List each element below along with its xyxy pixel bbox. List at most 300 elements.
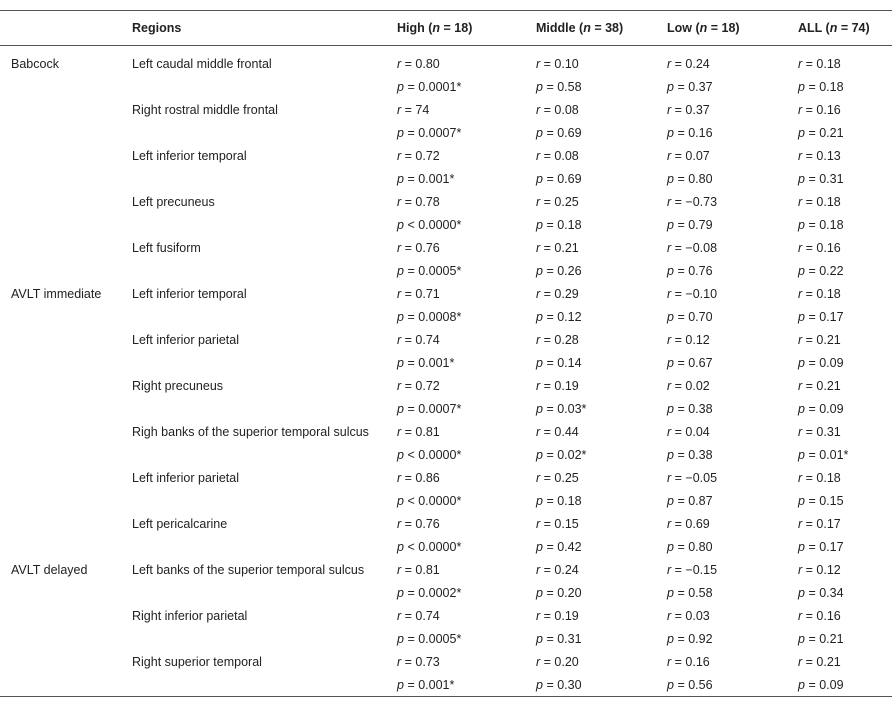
region-cell: Right precuneus: [132, 378, 224, 393]
r-value: 0.18: [816, 194, 841, 209]
table-row-p: [0, 489, 892, 512]
r-value: 0.20: [554, 654, 579, 669]
region-cell: [122, 305, 386, 328]
r-value: 0.86: [415, 470, 440, 485]
header-middle: Middle (n = 38): [525, 11, 656, 46]
r-symbol: r: [397, 56, 402, 71]
stat-cell-low: [656, 213, 787, 236]
table-row-r: [0, 558, 892, 581]
p-value: = 0.01*: [808, 447, 849, 462]
p-symbol: p: [798, 447, 805, 462]
stat-cell-middle: [525, 213, 656, 236]
test-cell: [0, 351, 122, 374]
r-value: 0.69: [685, 516, 710, 531]
r-value: 0.78: [415, 194, 440, 209]
p-value: = 0.34: [808, 585, 844, 600]
p-symbol: p: [667, 401, 674, 416]
table-row-r: [0, 328, 892, 351]
p-symbol: p: [536, 309, 543, 324]
p-value: = 0.31: [546, 631, 582, 646]
p-value: < 0.0000*: [407, 447, 462, 462]
stat-cell-low: r = 0.16: [667, 654, 710, 669]
p-value: = 0.02*: [546, 447, 587, 462]
stat-cell-middle: r = 0.21: [536, 240, 579, 255]
stat-cell-high: r = 0.72: [397, 148, 440, 163]
stat-cell-high: r = 0.74: [397, 608, 440, 623]
p-symbol: p: [798, 355, 805, 370]
p-symbol: p: [667, 79, 674, 94]
stat-cell-low: [656, 259, 787, 282]
region-cell: Left banks of the superior temporal sulcus: [132, 562, 365, 577]
region-cell: Left inferior temporal: [132, 148, 247, 163]
stat-cell-middle: [525, 259, 656, 282]
test-cell: [0, 121, 122, 144]
stat-cell-low: r = 0.24: [667, 56, 710, 71]
region-cell: Right inferior parietal: [132, 608, 248, 623]
p-value: = 0.09: [808, 355, 844, 370]
r-symbol: r: [536, 608, 541, 623]
r-value: −0.08: [685, 240, 718, 255]
r-symbol: r: [667, 148, 672, 163]
stat-cell-middle: r = 0.20: [536, 654, 579, 669]
r-symbol: r: [397, 378, 402, 393]
table-row-r: [0, 466, 892, 489]
r-symbol: r: [667, 332, 672, 347]
r-symbol: r: [536, 102, 541, 117]
region-cell: Left inferior parietal: [132, 470, 240, 485]
p-symbol: p: [397, 585, 404, 600]
stat-cell-all: [787, 581, 892, 604]
p-value: = 0.56: [677, 677, 713, 692]
r-symbol: r: [397, 424, 402, 439]
r-symbol: r: [397, 608, 402, 623]
table-row-p: [0, 167, 892, 190]
test-cell: [0, 236, 122, 259]
p-value: = 0.30: [546, 677, 582, 692]
table-row-r: [0, 420, 892, 443]
p-symbol: p: [536, 125, 543, 140]
stat-cell-high: [386, 305, 525, 328]
p-value: = 0.09: [808, 677, 844, 692]
r-value: 0.71: [415, 286, 440, 301]
table-row-p: [0, 213, 892, 236]
stat-cell-high: [386, 627, 525, 650]
test-cell: [0, 489, 122, 512]
stat-cell-low: [656, 397, 787, 420]
header-regions: Regions: [122, 11, 386, 46]
region-cell: Right rostral middle frontal: [132, 102, 278, 117]
r-symbol: r: [798, 424, 803, 439]
test-cell: [0, 144, 122, 167]
stat-cell-middle: [525, 535, 656, 558]
r-value: 0.80: [415, 56, 440, 71]
r-value: 0.12: [685, 332, 710, 347]
stat-cell-low: r = −0.08: [667, 240, 718, 255]
stat-cell-low: [656, 75, 787, 98]
region-cell: [122, 259, 386, 282]
p-value: = 0.20: [546, 585, 582, 600]
stat-cell-low: [656, 443, 787, 466]
p-value: = 0.001*: [407, 171, 455, 186]
table-row-r: [0, 374, 892, 397]
r-value: 0.16: [816, 102, 841, 117]
stat-cell-high: r = 0.73: [397, 654, 440, 669]
stat-cell-middle: r = 0.08: [536, 148, 579, 163]
stat-cell-middle: [525, 489, 656, 512]
p-symbol: p: [536, 401, 543, 416]
test-cell: [0, 305, 122, 328]
region-cell: [122, 397, 386, 420]
stat-cell-all: r = 0.16: [798, 240, 841, 255]
p-symbol: p: [536, 493, 543, 508]
region-cell: [122, 75, 386, 98]
p-value: = 0.37: [677, 79, 713, 94]
p-symbol: p: [397, 171, 404, 186]
p-symbol: p: [798, 217, 805, 232]
p-symbol: p: [798, 79, 805, 94]
region-cell: Left pericalcarine: [132, 516, 228, 531]
p-value: = 0.14: [546, 355, 582, 370]
p-value: = 0.69: [546, 171, 582, 186]
r-symbol: r: [667, 562, 672, 577]
test-cell: [0, 75, 122, 98]
r-value: 0.18: [816, 56, 841, 71]
r-value: 0.74: [415, 332, 440, 347]
r-symbol: r: [667, 56, 672, 71]
p-value: = 0.21: [808, 631, 844, 646]
stat-cell-low: [656, 121, 787, 144]
test-cell: [0, 673, 122, 697]
r-symbol: r: [798, 516, 803, 531]
header-high: High (n = 18): [386, 11, 525, 46]
r-symbol: r: [397, 654, 402, 669]
p-symbol: p: [397, 631, 404, 646]
p-value: = 0.001*: [407, 677, 455, 692]
stat-cell-all: [787, 535, 892, 558]
r-symbol: r: [667, 470, 672, 485]
p-symbol: p: [798, 263, 805, 278]
r-symbol: r: [536, 562, 541, 577]
r-value: 0.08: [554, 148, 579, 163]
stat-cell-low: r = −0.73: [667, 194, 718, 209]
p-symbol: p: [798, 125, 805, 140]
p-value: = 0.03*: [546, 401, 587, 416]
p-symbol: p: [667, 585, 674, 600]
r-symbol: r: [667, 286, 672, 301]
stat-cell-high: [386, 535, 525, 558]
stat-cell-all: r = 0.12: [798, 562, 841, 577]
p-value: = 0.31: [808, 171, 844, 186]
stat-cell-high: [386, 673, 525, 697]
stat-cell-all: r = 0.13: [798, 148, 841, 163]
region-cell: Left fusiform: [132, 240, 201, 255]
r-value: 0.13: [816, 148, 841, 163]
p-symbol: p: [667, 631, 674, 646]
r-symbol: r: [536, 378, 541, 393]
table-row-p: [0, 75, 892, 98]
stat-cell-low: r = −0.15: [667, 562, 718, 577]
test-cell: [0, 512, 122, 535]
stat-cell-high: r = 0.76: [397, 240, 440, 255]
r-symbol: r: [667, 424, 672, 439]
p-symbol: p: [667, 539, 674, 554]
p-value: = 0.21: [808, 125, 844, 140]
p-symbol: p: [536, 677, 543, 692]
region-cell: [122, 673, 386, 697]
stat-cell-low: [656, 167, 787, 190]
r-value: 0.28: [554, 332, 579, 347]
stat-cell-middle: [525, 397, 656, 420]
r-symbol: r: [798, 608, 803, 623]
p-symbol: p: [397, 539, 404, 554]
table-row-p: [0, 305, 892, 328]
p-symbol: p: [667, 217, 674, 232]
p-value: = 0.0007*: [407, 125, 462, 140]
r-value: 0.18: [816, 470, 841, 485]
p-symbol: p: [667, 171, 674, 186]
stat-cell-high: [386, 581, 525, 604]
p-symbol: p: [798, 585, 805, 600]
p-value: = 0.0005*: [407, 263, 462, 278]
p-value: = 0.0005*: [407, 631, 462, 646]
stat-cell-low: [656, 351, 787, 374]
r-symbol: r: [667, 194, 672, 209]
test-cell: [0, 374, 122, 397]
region-cell: [122, 627, 386, 650]
r-symbol: r: [667, 102, 672, 117]
p-value: = 0.17: [808, 539, 844, 554]
p-value: = 0.70: [677, 309, 713, 324]
r-symbol: r: [798, 470, 803, 485]
stat-cell-all: [787, 75, 892, 98]
table-row-p: [0, 397, 892, 420]
test-cell: [0, 604, 122, 627]
r-symbol: r: [798, 194, 803, 209]
r-value: 0.25: [554, 194, 579, 209]
region-cell: Righ banks of the superior temporal sulcus: [132, 424, 369, 439]
p-value: = 0.80: [677, 171, 713, 186]
test-cell: [0, 397, 122, 420]
p-value: = 0.92: [677, 631, 713, 646]
test-cell: [0, 259, 122, 282]
stat-cell-high: r = 0.81: [397, 562, 440, 577]
region-cell: [122, 535, 386, 558]
stat-cell-high: r = 0.74: [397, 332, 440, 347]
stat-cell-all: r = 0.18: [798, 286, 841, 301]
table-row-p: [0, 535, 892, 558]
region-cell: Left inferior parietal: [132, 332, 240, 347]
table-row-p: [0, 259, 892, 282]
r-symbol: r: [798, 378, 803, 393]
correlation-table: [0, 10, 892, 697]
stat-cell-middle: [525, 581, 656, 604]
r-value: 0.76: [415, 240, 440, 255]
r-symbol: r: [667, 240, 672, 255]
stat-cell-high: [386, 167, 525, 190]
r-value: 0.31: [816, 424, 841, 439]
stat-cell-middle: [525, 673, 656, 697]
stat-cell-middle: r = 0.25: [536, 194, 579, 209]
r-value: 0.29: [554, 286, 579, 301]
stat-cell-middle: r = 0.24: [536, 562, 579, 577]
p-value: = 0.76: [677, 263, 713, 278]
r-value: 0.74: [415, 608, 440, 623]
stat-cell-high: [386, 397, 525, 420]
r-value: 0.21: [816, 332, 841, 347]
stat-cell-low: r = 0.03: [667, 608, 710, 623]
r-value: 0.21: [554, 240, 579, 255]
p-value: = 0.16: [677, 125, 713, 140]
stat-cell-high: [386, 351, 525, 374]
p-value: = 0.87: [677, 493, 713, 508]
test-cell: AVLT delayed: [11, 562, 88, 577]
stat-cell-all: [787, 627, 892, 650]
r-value: 74: [415, 102, 430, 117]
r-symbol: r: [667, 378, 672, 393]
stat-cell-low: r = 0.02: [667, 378, 710, 393]
p-value: < 0.0000*: [407, 217, 462, 232]
r-value: 0.12: [816, 562, 841, 577]
stat-cell-all: r = 0.18: [798, 470, 841, 485]
stat-cell-low: r = 0.12: [667, 332, 710, 347]
p-symbol: p: [667, 263, 674, 278]
stat-cell-middle: [525, 627, 656, 650]
r-value: 0.10: [554, 56, 579, 71]
p-value: = 0.58: [677, 585, 713, 600]
stat-cell-middle: r = 0.25: [536, 470, 579, 485]
region-cell: Left precuneus: [132, 194, 215, 209]
stat-cell-all: r = 0.16: [798, 608, 841, 623]
p-value: = 0.0007*: [407, 401, 462, 416]
p-value: = 0.0002*: [407, 585, 462, 600]
p-symbol: p: [798, 171, 805, 186]
test-cell: [0, 420, 122, 443]
r-value: 0.72: [415, 148, 440, 163]
p-value: = 0.69: [546, 125, 582, 140]
r-symbol: r: [798, 56, 803, 71]
stat-cell-middle: r = 0.28: [536, 332, 579, 347]
test-cell: [0, 581, 122, 604]
region-cell: Right superior temporal: [132, 654, 262, 669]
region-cell: Left caudal middle frontal: [132, 56, 272, 71]
r-value: 0.17: [816, 516, 841, 531]
p-value: < 0.0000*: [407, 493, 462, 508]
r-symbol: r: [536, 286, 541, 301]
r-value: −0.05: [685, 470, 718, 485]
r-value: 0.03: [685, 608, 710, 623]
table-row-r: [0, 650, 892, 673]
r-value: 0.24: [554, 562, 579, 577]
table-row-r: [0, 46, 892, 76]
r-value: 0.37: [685, 102, 710, 117]
p-value: = 0.12: [546, 309, 582, 324]
stat-cell-all: [787, 121, 892, 144]
table-row-r: [0, 282, 892, 305]
stat-cell-high: r = 0.76: [397, 516, 440, 531]
stat-cell-high: r = 0.72: [397, 378, 440, 393]
p-symbol: p: [397, 309, 404, 324]
r-value: 0.44: [554, 424, 579, 439]
r-value: −0.73: [685, 194, 718, 209]
stat-cell-low: r = 0.69: [667, 516, 710, 531]
stat-cell-high: r = 0.71: [397, 286, 440, 301]
p-symbol: p: [536, 217, 543, 232]
r-value: 0.19: [554, 608, 579, 623]
r-value: −0.10: [685, 286, 718, 301]
r-symbol: r: [536, 470, 541, 485]
stat-cell-middle: r = 0.44: [536, 424, 579, 439]
p-symbol: p: [536, 447, 543, 462]
r-symbol: r: [397, 516, 402, 531]
r-value: 0.76: [415, 516, 440, 531]
stat-cell-all: r = 0.17: [798, 516, 841, 531]
p-value: = 0.09: [808, 401, 844, 416]
r-value: 0.25: [554, 470, 579, 485]
stat-cell-low: [656, 673, 787, 697]
r-value: 0.73: [415, 654, 440, 669]
stat-cell-low: r = −0.05: [667, 470, 718, 485]
table-row-r: [0, 190, 892, 213]
stat-cell-high: r = 0.80: [397, 56, 440, 71]
stat-cell-low: r = 0.37: [667, 102, 710, 117]
p-value: = 0.79: [677, 217, 713, 232]
p-symbol: p: [536, 631, 543, 646]
stat-cell-high: r = 74: [397, 102, 430, 117]
p-symbol: p: [536, 171, 543, 186]
table-row-r: [0, 144, 892, 167]
r-symbol: r: [536, 240, 541, 255]
stat-cell-middle: [525, 443, 656, 466]
p-symbol: p: [667, 355, 674, 370]
p-value: = 0.42: [546, 539, 582, 554]
region-cell: [122, 489, 386, 512]
p-symbol: p: [536, 355, 543, 370]
stat-cell-low: r = −0.10: [667, 286, 718, 301]
r-value: 0.21: [816, 654, 841, 669]
stat-cell-low: r = 0.07: [667, 148, 710, 163]
stat-cell-middle: [525, 167, 656, 190]
table-row-p: [0, 673, 892, 697]
header-all: ALL (n = 74): [787, 11, 892, 46]
r-value: 0.18: [816, 286, 841, 301]
p-value: = 0.18: [546, 493, 582, 508]
r-value: 0.02: [685, 378, 710, 393]
r-symbol: r: [536, 194, 541, 209]
p-value: = 0.0001*: [407, 79, 462, 94]
stat-cell-all: [787, 259, 892, 282]
p-symbol: p: [798, 401, 805, 416]
test-cell: [0, 213, 122, 236]
stat-cell-middle: r = 0.08: [536, 102, 579, 117]
r-value: 0.16: [685, 654, 710, 669]
stat-cell-all: [787, 397, 892, 420]
stat-cell-high: [386, 259, 525, 282]
stat-cell-all: r = 0.21: [798, 332, 841, 347]
test-cell: [0, 650, 122, 673]
r-symbol: r: [536, 56, 541, 71]
r-symbol: r: [397, 562, 402, 577]
test-cell: [0, 98, 122, 121]
r-value: 0.19: [554, 378, 579, 393]
stat-cell-high: [386, 75, 525, 98]
r-value: 0.21: [816, 378, 841, 393]
p-symbol: p: [536, 263, 543, 278]
p-value: = 0.26: [546, 263, 582, 278]
r-value: 0.81: [415, 562, 440, 577]
stat-cell-all: [787, 167, 892, 190]
header-test: [0, 11, 122, 46]
r-value: 0.04: [685, 424, 710, 439]
